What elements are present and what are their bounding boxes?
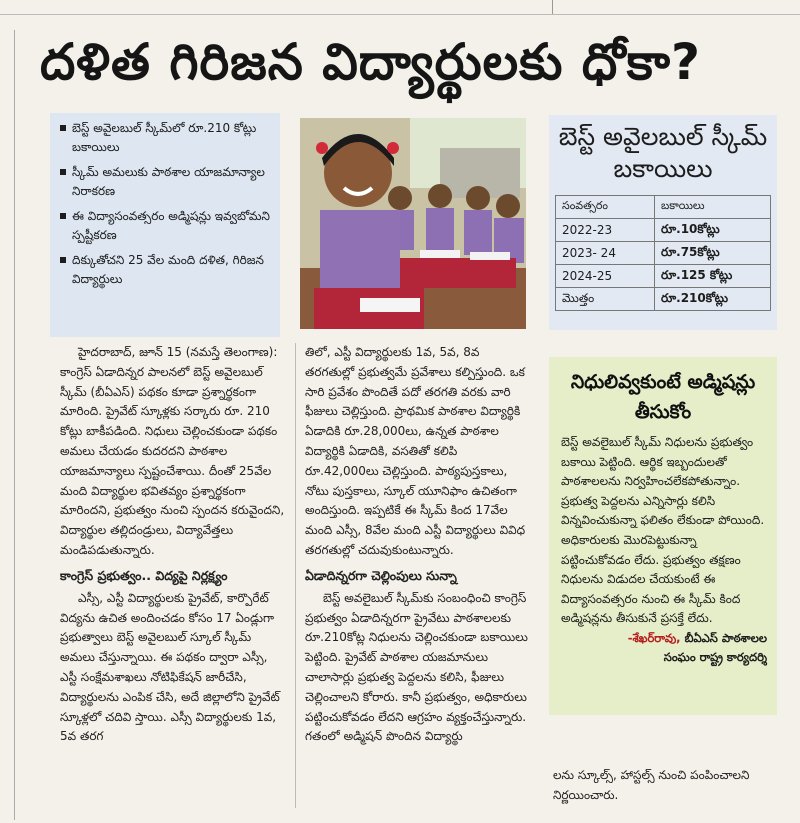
dues-box-title: బెస్ట్ అవైలబుల్ స్కీమ్ బకాయిలు — [558, 122, 768, 183]
previous-article-strip — [0, 0, 800, 15]
row-year: 2022-23 — [556, 219, 655, 242]
signature-role: బీఏఎస్ పాఠశాలల — [684, 630, 767, 645]
signature-name: -శేఖర్‌రావు, — [627, 630, 681, 645]
dues-table — [555, 195, 771, 311]
row-year: మొత్తం — [556, 288, 655, 311]
highlight-item: స్కీమ్ అమలుకు పాఠశాల యాజమాన్యాల నిరాకరణ — [72, 163, 270, 201]
left-column-rule — [14, 30, 15, 820]
row-year: 2023- 24 — [556, 242, 655, 265]
quote-box-title: నిధులివ్వకుంటే అడ్మిషన్లు తీసుకోం — [570, 371, 756, 423]
table-row — [556, 242, 771, 265]
body-paragraph: బెస్ట్ అవలైబుల్ స్కీమ్‌కు సంబంధించి కాంగ్రెస్ ప్రభుత్వం ఏడాదిన్నరగా ప్రైవేటు పాఠశాలలకు రూ.210కోట్ల నిధులను చెల్లించకుండా బకాయిలు పెట్టింది. ప్రైవేట్ పాఠశాల యజమానులు చాలాసార్లు ప్రభుత్వ పెద్దలను కలిసి, ఫీజులు చెల్లించాలని కోరారు. కానీ ప్రభుత్వం, అధికారులు పట్టించుకోవడం లేదని ఆగ్రహం వ్యక్తంచేస్తున్నారు. గతంలో అడ్మిషన్ పొందిన విద్యార్థు — [305, 590, 528, 744]
table-row — [556, 219, 771, 242]
header-year: సంవత్సరం — [556, 196, 655, 219]
headline: దళిత గిరిజన విద్యార్థులకు ధోకా? — [40, 33, 701, 91]
quote-box — [549, 357, 777, 715]
article-column-2 — [305, 343, 531, 747]
highlight-item: బెస్ట్ అవైలబుల్ స్కీమ్‌లో రూ.210 కోట్లు బకాయిలు — [72, 119, 270, 157]
subheading: కాంగ్రెస్ ప్రభుత్వం.. విద్యపై నిర్లక్ష్యం — [60, 567, 228, 583]
row-amount: రూ.75కోట్లు — [655, 242, 771, 265]
body-paragraph: తిలో, ఎస్టీ విద్యార్థులకు 1వ, 5వ, 8వ తరగతుల్లో ప్రభుత్వమే ప్రవేశాలు కల్పిస్తుంది. ఒక సారి ప్రవేశం పొందితే పదో తరగతి వరకు వారి ఫీజులు చెల్లిస్తుంది. ప్రాథమిక పాఠశాల విద్యార్థికి ఏడాదికి రూ.28,000లు, ఉన్నత పాఠశాల విద్యార్థికి ఏడాదికి, వసతితో కలిపి రూ.42,000లు చెల్లిస్తుంది. పాఠ్యపుస్తకాలు, నోటు పుస్తకాలు, స్కూల్ యూనిఫాం ఉచితంగా అందిస్తుంది. ఇప్పటికే ఈ స్కీమ్ కింద 17వేల మంది ఎస్సీ, 8వేల మంది ఎస్టీ విద్యార్థులు వివిధ తరగతుల్లో చదువుకుంటున్నారు. — [305, 345, 526, 557]
table-row — [556, 265, 771, 288]
students-photo — [300, 118, 526, 329]
quote-text: బెస్ట్ అవలైబుల్ స్కీమ్ నిధులను ప్రభుత్వం బకాయి పెట్టింది. ఆర్థిక ఇబ్బందులతో పాఠశాలలను నిర్వహించలేకపోతున్నాం. ప్రభుత్వ పెద్దలను ఎన్నిసార్లు కలిసి విన్నవించుకున్నా ఫలితం లేకుండా పోయింది. అధికారులకు మొరపెట్టుకున్నా పట్టించుకోవడం లేదు. ప్రభుత్వం తక్షణం నిధులను విడుదల చేయకుంటే ఈ విద్యాసంవత్సరం నుంచి ఈ స్కీమ్ కింద అడ్మిషన్లను తీసుకునే ప్రసక్తే లేదు. — [561, 435, 765, 626]
article-column-3-end: లను స్కూల్స్, హాస్టల్స్ నుంచి పంపించాలని నిర్ణయించారు. — [553, 768, 750, 802]
highlight-item: ఈ విద్యాసంవత్సరం అడ్మిషన్లు ఇవ్వబోమని స్పష్టీకరణ — [72, 207, 270, 245]
body-paragraph: ఎస్సీ, ఎస్టీ విద్యార్థులకు ప్రైవేట్, కార్పొరేట్ విద్యను ఉచిత అందించడం కోసం 17 ఏండ్లుగా ప్రభుత్వాలు బెస్ట్ అవైలబుల్ స్కూల్ స్కీమ్ అమలు చేస్తున్నాయి. ఈ పథకం ద్వారా ఎస్సీ, ఎస్టీ సంక్షేమశాఖలు నోటిఫికేషన్ జారీచేసి, విద్యార్థులను ఎంపిక చేసి, అదే జిల్లాలోని ప్రైవేట్ స్కూళ్లలో చదివి స్తాయి. ఎస్సీ విద్యార్థులకు 1వ, 5వ తరగ — [60, 590, 280, 744]
article-column-1 — [60, 343, 288, 747]
row-year: 2024-25 — [556, 265, 655, 288]
top-column-rule — [552, 0, 553, 14]
highlights-box — [50, 113, 280, 337]
row-amount: రూ.125 కోట్లు — [655, 265, 771, 288]
dues-box — [549, 115, 777, 330]
signature-role-2: సంఘం రాష్ట్ర కార్యదర్శి — [663, 649, 767, 664]
header-amount: బకాయిలు — [655, 196, 771, 219]
quote-signature — [549, 629, 777, 667]
body-paragraph: హైదరాబాద్, జూన్ 15 (నమస్తే తెలంగాణ): కాంగ్రెస్ ఏడాదిన్నర పాలనలో బెస్ట్ అవైలబుల్ స్కీమ్ (బీఏఎస్) పథకం కూడా ప్రశ్నార్థకంగా మారింది. ప్రైవేట్ స్కూళ్లకు సర్కారు రూ. 210 కోట్లు బాకీపడింది. నిధులు చెల్లించకుండా పథకం అమలు చేయడం కుదరదని పాఠశాల యాజమాన్యాలు స్పష్టంచేశాయి. దీంతో 25వేల మంది విద్యార్థుల భవితవ్యం ప్రశ్నార్థకంగా మారిందని, ప్రభుత్వం నుంచి స్పందన కరువైందని, విద్యార్థుల తల్లిదండ్రులు, విద్యావేత్తలు మండిపడుతున్నారు. — [60, 345, 285, 557]
highlight-item: దిక్కుతోచని 25 వేల మంది దళిత, గిరిజన విద్యార్థులు — [72, 251, 270, 289]
column-rule — [295, 343, 296, 808]
table-header-row — [556, 196, 771, 219]
students-photo-illustration — [300, 118, 526, 329]
row-amount: రూ.210కోట్లు — [655, 288, 771, 311]
table-row-total — [556, 288, 771, 311]
row-amount: రూ.10కోట్లు — [655, 219, 771, 242]
subheading: ఏడాదిన్నరగా చెల్లింపులు సున్నా — [305, 567, 457, 583]
